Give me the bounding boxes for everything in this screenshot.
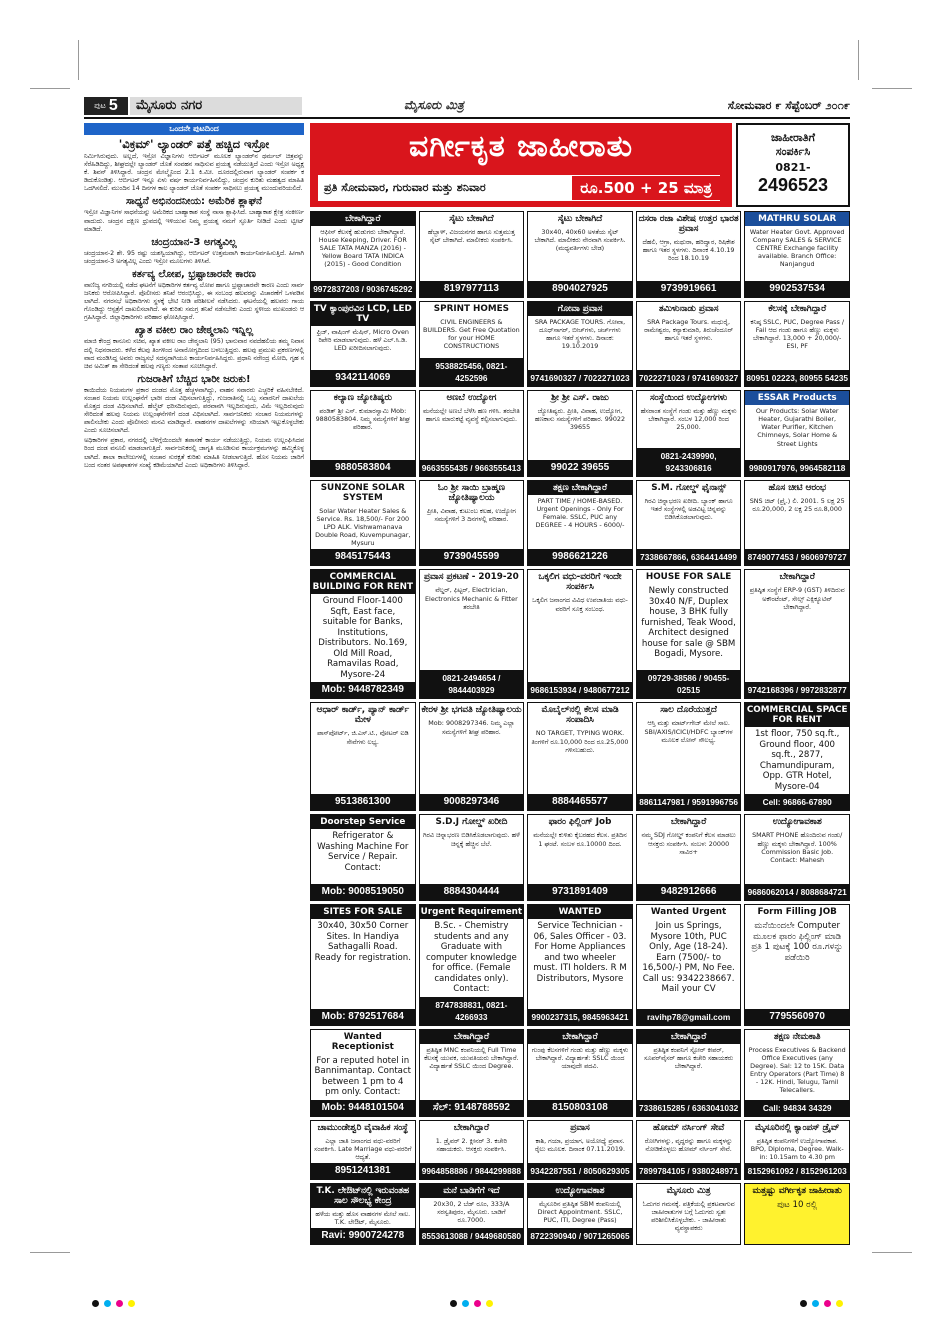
classified-ad: [527, 211, 633, 298]
ad-phone: 9742168396 / 9972832877: [745, 682, 849, 698]
registration-dot: [800, 1300, 807, 1307]
classified-ad: [527, 1029, 633, 1117]
ad-title: SITES FOR SALE: [311, 905, 415, 919]
ad-title: ಸಾಲ ದೊರೆಯುತ್ತದೆ: [660, 705, 717, 716]
ad-title: ಬೇಕಾಗಿದ್ದಾರೆ: [311, 212, 415, 226]
ad-phone: 0821-2494654 / 9844403929: [420, 670, 524, 698]
registration-dot: [92, 1300, 99, 1307]
ad-body: ಮೈಸೂರಿನ ಪ್ರತಿಷ್ಠಿತ SBM ಕಂಪನಿಯಲ್ಲಿ Direct Appointment. SSLC, PUC, ITI, Degree (Pass): [537, 1199, 623, 1224]
ad-phone: 9900237315, 9845963421: [528, 1009, 632, 1025]
news-kicker: ಒಂದನೇ ಪುಟದಿಂದ: [84, 123, 304, 135]
ad-title: S.D.J ಗೋಲ್ಡ್ ಖರೀದಿ: [435, 817, 508, 828]
ad-body: ವೆಲ್ಡರ್, ಫಿಟ್ಟರ್, Electrician, Electronics Mechanic & Fitter ತರಬೇತಿ: [425, 586, 518, 611]
ad-body: ಮನೆಯಿಂದಲೇ Computer ಮೂಲಕ ಫಾರಂ ಫಿಲ್ಲಿಂಗ್ ಮಾಡಿ ಪ್ರತಿ 1 ಪುಟಕ್ಕೆ 100 ರೂ.ಗಳನ್ನು ಪಡೆಯಿರಿ: [751, 921, 843, 963]
ad-title: ಚಾಮುಂಡೇಶ್ವರಿ ವೈವಾಹಿಕ ಸಂಸ್ಥೆ: [317, 1122, 409, 1133]
ad-phone: Mob: 8792517684: [311, 1009, 415, 1025]
classified-ad: [527, 904, 633, 1026]
ad-body: Service Technician - 06, Sales Officer - 03. For Home Appliances and two wheeler must. ITI holders. R M Distributors, Mysore: [533, 921, 627, 984]
classified-ad: [419, 569, 525, 699]
ad-phone: 0821-2439990, 9243306816: [637, 448, 741, 476]
banner-days: ಪ್ರತಿ ಸೋಮವಾರ, ಗುರುವಾರ ಮತ್ತು ಶನಿವಾರ: [324, 181, 486, 194]
classified-ad: [527, 1120, 633, 1180]
ad-phone: Mob: 9448101504: [311, 1100, 415, 1116]
ad-title: HOUSE FOR SALE: [645, 572, 732, 583]
news-subheading: ಗುಜರಾತಿಗೆ ಬೆಚ್ಚಿದ ಭಾರೀ ಜರುಕು!: [137, 373, 251, 385]
news-paragraph: ಕಾಯಿದೆಯ ನಿಯಮಗಳ ಪ್ರಕಾರ ದಂಡದ ಮೊತ್ತ ಹೆಚ್ಚಳವಾಗಿದ್ದು, ವಾಹನ ಸವಾರರು ಎಚ್ಚರಿಕೆ ವಹಿಸಬೇಕಿದೆ. ಸಂಚಾರ ನಿಯಮ ಉಲ್ಲಂಘನೆಗೆ ಭಾರೀ ದಂಡ ವಿಧಿಸಲಾಗುತ್ತಿದ್ದು, ಗುಜರಾತಿನಲ್ಲಿ ಒಬ್ಬ ಸವಾರನಿಗೆ ದಾಖಲೆಯ ಮೊತ್ತದ ದಂಡ ವಿಧಿಸಲಾಗಿದೆ. ಹೆಲ್ಮೆಟ್ ಧರಿಸದಿರುವುದು, ಪರವಾನಗಿ ಇಲ್ಲದಿರುವುದು, ವಿಮೆ ಇಲ್ಲದಿರುವುದು ಸೇರಿದಂತೆ ಹಲವು ನಿಯಮ ಉಲ್ಲಂಘನೆಗಳಿಗೆ ದಂಡ ವಿಧಿಸಲಾಗಿದೆ. ಸಾರ್ವಜನಿಕರು ಸಂಚಾರ ನಿಯಮಗಳನ್ನು ಪಾಲಿಸಬೇಕು ಎಂದು ಪೊಲೀಸರು ಮನವಿ ಮಾಡಿದ್ದಾರೆ. ವಾಹನಗಳ ದಾಖಲೆಗಳನ್ನು ಸರಿಯಾಗಿ ಇಟ್ಟುಕೊಳ್ಳಬೇಕು ಎಂದು ಸೂಚಿಸಲಾಗಿದೆ.: [84, 386, 304, 435]
classified-ad: [636, 480, 742, 567]
ad-title: ಬೇಕಾಗಿದ್ದಾರೆ: [453, 1122, 490, 1133]
registration-dot: [104, 1300, 111, 1307]
registration-dot: [462, 1300, 469, 1307]
classified-ad: [527, 1183, 633, 1245]
ad-body: ಒಕ್ಕಲಿಗ ಜನಾಂಗದ ವಿವಿಧ ಉಪಜಾತಿಯ ವಧು-ವರರಿಗೆ ಸೂಕ್ತ ಸಂಬಂಧ.: [532, 596, 628, 613]
classified-ad: [310, 702, 416, 811]
ad-title: ಉದ್ಯೋಗಾವಕಾಶ: [772, 817, 822, 828]
ad-title: ಮನೆ ಬಾಡಿಗೆಗೆ ಇದೆ: [420, 1184, 524, 1198]
ad-body: ಆಫೀಸ್ ಕೆಲಸಕ್ಕೆ ಹುಡುಗರು ಬೇಕಾಗಿದ್ದಾರೆ. House Keeping, Driver. FOR SALE TATA MANZA (2016) - Yellow Board TATA INDICA (2015) - Good Condition: [318, 228, 407, 269]
ad-title: Wanted Urgent: [650, 907, 727, 918]
classified-ad: [744, 814, 850, 901]
classified-ad: [419, 814, 525, 901]
ad-body: ಹೆಬ್ಬಾಳ್, ವಿಜಯನಗರ ಹಾಗೂ ಸುತ್ತಮುತ್ತ ಸೈಟ್ ಬೇಕಾಗಿದೆ. ಮಾಲೀಕರು ಸಂಪರ್ಕಿಸಿ.: [427, 228, 515, 245]
ad-body: ಪ್ರೀತಿ, ವಿವಾಹ, ಕುಟುಂಬ ಕಲಹ, ಉದ್ಯೋಗ ಸಮಸ್ಯೆಗಳಿಗೆ 3 ದಿನಗಳಲ್ಲಿ ಪರಿಹಾರ.: [426, 506, 516, 523]
classified-ad: [527, 702, 633, 811]
classified-ad: [744, 301, 850, 388]
ad-body: ಮನೆಯಲ್ಲೇ ಅಣಬೆ ಬೆಳೆಸಿ ಹಣ ಗಳಿಸಿ. ತರಬೇತಿ ಹಾಗೂ ಮಾರುಕಟ್ಟೆ ವ್ಯವಸ್ಥೆ ಕಲ್ಪಿಸಲಾಗುವುದು.: [423, 407, 520, 424]
ad-phone: 7338615285 / 6363041032: [637, 1100, 741, 1116]
news-paragraph: ಅಧಿಕಾರಿಗಳ ಪ್ರಕಾರ, ನಗರದಲ್ಲಿ ಬೆಳಿಗ್ಗೆಯಿಂದಲೇ ತಪಾಸಣೆ ಕಾರ್ಯ ನಡೆಯುತ್ತಿದ್ದು, ನಿಯಮ ಉಲ್ಲಂಘಿಸಿದವರಿಂದ ದಂಡ ವಸೂಲಿ ಮಾಡಲಾಗುತ್ತಿದೆ. ಸಾರ್ವಜನಿಕರಲ್ಲಿ ಜಾಗೃತಿ ಮೂಡಿಸುವ ಕಾರ್ಯಕ್ರಮಗಳನ್ನು ಹಮ್ಮಿಕೊಳ್ಳಲಾಗಿದೆ. ಶಾಲಾ ಕಾಲೇಜುಗಳಲ್ಲಿ ಸಂಚಾರ ಸುರಕ್ಷತೆ ಕುರಿತು ಮಾಹಿತಿ ನೀಡಲಾಗುತ್ತಿದೆ. ಹೊಸ ನಿಯಮ ಜಾರಿಗೆ ಬಂದ ನಂತರ ಅಪಘಾತಗಳ ಸಂಖ್ಯೆ ಕಡಿಮೆಯಾಗಿದೆ ಎಂದು ಅಧಿಕಾರಿಗಳು ತಿಳಿಸಿದ್ದಾರೆ.: [84, 437, 304, 469]
ad-phone: 8749077453 / 9606979727: [745, 549, 849, 565]
header-rule: [84, 117, 850, 119]
classified-ad: [310, 211, 416, 298]
classified-ad: [744, 211, 850, 298]
ad-body: SMART PHONE ಹೊಂದಿರುವ ಗಂಡು/ಹೆಣ್ಣು ಮಕ್ಕಳು ಬೇಕಾಗಿದ್ದಾರೆ. 100% Commission Basic Job. Contact: Mahesh: [752, 831, 843, 864]
ad-title: ಉದ್ಯೋಗಾವಕಾಶ: [528, 1184, 632, 1198]
ad-phone: 7022271023 / 9741690327: [637, 370, 741, 386]
ad-title: ಗೋವಾ ಪ್ರವಾಸ: [528, 302, 632, 316]
ad-phone: 8152961092 / 8152961203: [745, 1163, 849, 1179]
ad-title: ಸಂಸ್ಥೆಯಿಂದ ಉದ್ಯೋಗಗಳು: [649, 393, 728, 404]
ad-body: Newly constructed 30x40 N/F, Duplex house, 3 BHK fully furnished, Teak Wood, Architect designed house for sale @ SBM Bogadi, Mysore.: [641, 586, 736, 660]
ad-title: ತಕ್ಷಣ ಬೇಕಾಗಿದ್ದಾರೆ: [528, 481, 632, 495]
ad-phone: ravihp78@gmail.com: [637, 1009, 741, 1025]
news-paragraph: ಇಸ್ರೋ ವಿಜ್ಞಾನಿಗಳ ಸಾಧನೆಯನ್ನು ಅಮೆರಿಕದ ಬಾಹ್ಯಾಕಾಶ ಸಂಸ್ಥೆ ನಾಸಾ ಶ್ಲಾಘಿಸಿದೆ. ಬಾಹ್ಯಾಕಾಶ ಕ್ಷೇತ್ರ ಸಂಕೀರ್ಣವಾದುದು. ಚಂದ್ರನ ದಕ್ಷಿಣ ಧ್ರುವದಲ್ಲಿ ಇಳಿಯುವ ನಿಮ್ಮ ಪ್ರಯತ್ನ ನಮಗೆ ಸ್ಫೂರ್ತಿ ನೀಡಿದೆ ಎಂದು ಟ್ವೀಟ್ ಮಾಡಿದೆ.: [84, 209, 304, 233]
banner-schedule: [318, 175, 720, 201]
classified-ad: [310, 301, 416, 388]
ad-title: ಅಣಬೆ ಉದ್ಯೋಗ: [446, 393, 497, 404]
classifieds-section: [310, 123, 850, 1245]
ad-body: CIVIL ENGINEERS & BUILDERS. Get Free Quotation for your HOME CONSTRUCTIONS: [423, 317, 520, 350]
ad-phone: 9538825456, 0821-4252596: [420, 358, 524, 386]
crop-mark: [872, 88, 912, 89]
ad-title: ESSAR Products: [745, 391, 849, 405]
section-title: ಮೈಸೂರು ನಗರ: [130, 97, 302, 115]
ad-phone: 9482912666: [637, 884, 741, 900]
news-subheading: ಚಂದ್ರಯಾನ-3 ಅಗತ್ಯವಿಲ್ಲ: [151, 236, 237, 248]
ad-title: ಹೊಸ ಚೀಟಿ ಆರಂಭ: [768, 482, 826, 493]
classified-ad: [527, 301, 633, 388]
ad-body: Refrigerator & Washing Machine For Service / Repair. Contact:: [317, 831, 409, 873]
ad-phone: 9845175443: [311, 549, 415, 565]
ad-phone: 7795560970: [745, 1009, 849, 1025]
classified-ad: [419, 702, 525, 811]
ad-body: ಪ್ರತಿಷ್ಠಿತ ಕಂಪನಿಗಳಿಗೆ ಉದ್ಯೋಗಾವಕಾಶ. BPO, Diploma, Degree. Walk-in: 10.15am to 4.30 pm: [750, 1136, 844, 1161]
ad-title: ಕೇರಳ ಶ್ರೀ ಭಗವತಿ ಜ್ಯೋತಿಷ್ಯಾಲಯ: [421, 705, 522, 716]
ad-phone: 9972837203 / 9036745292: [311, 281, 415, 297]
news-headline: 'ವಿಕ್ರಮ್' ಲ್ಯಾಂಡರ್ ಪತ್ತೆ ಹಚ್ಚಿದ ಇಸ್ರೋ: [118, 137, 270, 151]
classified-ad: [527, 569, 633, 699]
ad-title: Wanted Receptionist: [331, 1031, 394, 1052]
news-subheading: ಖ್ಯಾತ ವಕೀಲ ರಾಂ ಜೇಠ್ಮಲಾನಿ ಇನ್ನಿಲ್ಲ: [134, 325, 254, 337]
ad-title: COMMERCIAL SPACE FOR RENT: [746, 705, 848, 726]
registration-dot: [836, 1300, 843, 1307]
ad-title: ಒಕ್ಕಲಿಗ ವಧು-ವರರಿಗೆ ಇಂದೇ ಸಂಪರ್ಕಿಸಿ: [538, 572, 622, 593]
ad-body: 20x30, 2 ಬೆಡ್ ರೂಂ, 333/A ಸರಸ್ವತಿಪುರಂ, ಮೈಸೂರು. ಬಾಡಿಗೆ ರೂ.7000.: [433, 1199, 510, 1224]
crop-mark: [78, 40, 79, 80]
ad-title: ಮೈಸೂರು ಮಿತ್ರ: [666, 1185, 711, 1196]
ad-phone: 9342114069: [311, 370, 415, 386]
ad-phone: 9731891409: [528, 884, 632, 900]
ad-title: Form Filling JOB: [757, 907, 837, 918]
ad-phone: Cell: 96866-67890: [745, 794, 849, 810]
ad-body: ಮನೆಯಲ್ಲೇ ಕುಳಿತು ಕೈಬರಹದ ಕೆಲಸ. ಪ್ರತಿದಿನ 1 ಘಂಟೆ. ಸಂಬಳ ರೂ.10000 ದಿಂದ.: [533, 831, 627, 848]
ad-phone: 9008297346: [420, 794, 524, 810]
classifieds-banner: [310, 123, 732, 207]
ad-title: COMMERCIAL BUILDING FOR RENT: [312, 572, 413, 593]
crop-mark: [30, 1252, 70, 1253]
ad-title: ಕಲ್ಯಾಣ ಜ್ಯೋತಿಷ್ಯರು: [333, 393, 392, 404]
newspaper-page: [84, 95, 850, 1245]
ad-body: Ground Floor-1400 Sqft, East face, suitable for Banks, Institutions, Distributors. No.169, Old Mill Road, Ramavilas Road, Mysore-24: [318, 596, 408, 680]
ad-body: 1st floor, 750 sq.ft., Ground floor, 400 sq.ft., 2877, Chamundipuram, Opp. GTR Hotel, Mysore-04: [754, 729, 840, 792]
ads-grid: [310, 211, 850, 1245]
ad-phone: 9739045599: [420, 549, 524, 565]
ad-body: Our Products: Solar Water Heater, Gujarathi Boiler, Water Purifier, Kitchen Chimneys, Solar Home & Street Lights: [755, 407, 839, 448]
ad-phone: Mob: 9448782349: [311, 682, 415, 698]
news-paragraph: ಮಾಜಿ ಕೇಂದ್ರ ಕಾನೂನು ಸಚಿವ, ಖ್ಯಾತ ವಕೀಲ ರಾಂ ಜೇಠ್ಮಲಾನಿ (95) ಭಾನುವಾರ ನವದೆಹಲಿಯ ತಮ್ಮ ನಿವಾಸದಲ್ಲಿ ನಿಧನರಾದರು. ಕಳೆದ ಕೆಲವು ತಿಂಗಳಿಂದ ಅನಾರೋಗ್ಯದಿಂದ ಬಳಲುತ್ತಿದ್ದರು. ಹಲವು ಪ್ರಮುಖ ಪ್ರಕರಣಗಳಲ್ಲಿ ವಾದ ಮಂಡಿಸಿದ್ದ ಅವರು ರಾಜ್ಯಸಭೆ ಸದಸ್ಯರಾಗಿಯೂ ಕಾರ್ಯನಿರ್ವಹಿಸಿದ್ದರು. ಪ್ರಧಾನಿ ನರೇಂದ್ರ ಮೋದಿ, ಗೃಹ ಸಚಿವ ಅಮಿತ್ ಶಾ ಸೇರಿದಂತೆ ಹಲವು ಗಣ್ಯರು ಸಂತಾಪ ಸೂಚಿಸಿದ್ದಾರೆ.: [84, 338, 304, 370]
ad-phone: 8747838831, 0821-4266933: [420, 997, 524, 1025]
page-header: [84, 95, 850, 117]
ad-title: ತಮಿಳುನಾಡು ಪ್ರವಾಸ: [658, 303, 719, 314]
contact-line: 0821-: [775, 161, 811, 174]
ad-phone: 8861147981 / 9591996756: [637, 794, 741, 810]
contact-line: ಸಂಪರ್ಕಿಸಿ: [775, 145, 811, 158]
ad-phone: 8904027925: [528, 281, 632, 297]
ad-phone: 8197977113: [420, 281, 524, 297]
registration-dot: [450, 1300, 457, 1307]
classified-ad: [636, 1183, 742, 1245]
ad-body: Water Heater Govt. Approved Company SALES & SERVICE CENTRE Exchange facility available. Branch Office: Nanjangud: [749, 228, 845, 269]
classified-ad: [744, 1029, 850, 1117]
ad-body: NO TARGET, TYPING WORK. ತಿಂಗಳಿಗೆ ರೂ.10,000 ರಿಂದ ರೂ.25,000 ಗಳಿಸಬಹುದು.: [531, 729, 629, 754]
ad-phone: 7899784105 / 9380248971: [637, 1163, 741, 1179]
classified-ad: [636, 702, 742, 811]
ad-phone: Mob: 9008519050: [311, 884, 415, 900]
ad-phone: 9880583804: [311, 460, 415, 476]
ad-title: Urgent Requirement: [420, 907, 523, 918]
ad-title: ಸೈಟು ಬೇಕಾಗಿದೆ: [449, 214, 494, 224]
contact-line: ಜಾಹೀರಾತಿಗೆ: [771, 131, 815, 144]
ad-title: ಮೈಸೂರಿನಲ್ಲಿ ಕ್ಯಾಂಪಸ್ ಡ್ರೈವ್: [755, 1122, 840, 1133]
news-paragraph: ನಿರ್ಮಿಸಿರುವುದು. ಅಲ್ಲದೆ, ಇಸ್ರೋ ವಿಜ್ಞಾನಿಗಳು ಆರ್ಬಿಟರ್ ಮೂಲಕ ಲ್ಯಾಂಡರ್‌ನ ಥರ್ಮಲ್ ಚಿತ್ರವನ್ನು ಸೆರೆಹಿಡಿದಿದ್ದು, ಶೀಘ್ರದಲ್ಲೇ ಲ್ಯಾಂಡರ್ ಜೊತೆ ಸಂವಹನ ಸಾಧಿಸುವ ಪ್ರಯತ್ನ ನಡೆಯುತ್ತಿದೆ ಎಂದು ಇಸ್ರೋ ಅಧ್ಯಕ್ಷ ಕೆ. ಶಿವನ್ ತಿಳಿಸಿದ್ದಾರೆ. ಚಂದ್ರನ ಮೇಲ್ಮೈನಿಂದ 2.1 ಕಿ.ಮೀ. ದೂರದಲ್ಲಿರುವಾಗ ಲ್ಯಾಂಡರ್ ಸಂಪರ್ಕ ಕಡಿದುಕೊಂಡಿತ್ತು. ಆರ್ಬಿಟರ್ ಇನ್ನೂ ಏಳು ವರ್ಷ ಕಾರ್ಯನಿರ್ವಹಿಸಲಿದ್ದು, ಚಂದ್ರನ ಕುರಿತು ಮಹತ್ವದ ಮಾಹಿತಿ ಒದಗಿಸಲಿದೆ. ಮುಂದಿನ 14 ದಿನಗಳ ಕಾಲ ಲ್ಯಾಂಡರ್ ಜೊತೆ ಸಂಪರ್ಕ ಸಾಧಿಸಲು ಪ್ರಯತ್ನ ಮುಂದುವರಿಯಲಿದೆ.: [84, 153, 304, 193]
news-column: [84, 123, 304, 1243]
crop-mark: [872, 1252, 912, 1253]
classified-ad: [636, 569, 742, 699]
ad-body: SRA PACKAGE TOURS. ಗೋವಾ, ದೂಧ್‌ಸಾಗರ್, ಬೀಚ್‌ಗಳು, ಚರ್ಚ್‌ಗಳು ಹಾಗೂ ಇತರೆ ಸ್ಥಳಗಳು. ದಿನಾಂಕ: 19.10.2019: [534, 317, 626, 350]
ad-body: ಗುಂಪು ಕೆಲಸಗಳಿಗೆ ಗಂಡು ಮತ್ತು ಹೆಣ್ಣು ಮಕ್ಕಳು ಬೇಕಾಗಿದ್ದಾರೆ. ವಿದ್ಯಾರ್ಹತೆ: SSLC ಯಿಂದ ಯಾವುದೇ ಪದವಿ.: [531, 1045, 629, 1070]
ad-body: Join us Springs, Mysore 10th, PUC Only, Age (18-24). Earn (7500/- to 16,500/-) PM, No Fee. Call us: 9342238667. Mail your CV: [642, 921, 735, 995]
crop-mark: [858, 40, 859, 80]
color-registration-dots: [450, 1300, 493, 1307]
classified-ad: [527, 480, 633, 567]
classified-ad: [310, 390, 416, 477]
ad-body: ಫ್ರಿಜ್, ವಾಷಿಂಗ್ ಮೆಷಿನ್, Micro Oven ರಿಪೇರಿ ಮಾಡಲಾಗುವುದು. ಹಳೆ ಎಲ್.ಸಿ.ಡಿ. LED ಖರೀದಿಸಲಾಗುವುದು.: [316, 327, 409, 352]
classified-ad: [419, 480, 525, 567]
ad-body: ಪ್ರತಿಷ್ಠಿತ ಸಂಸ್ಥೆಗೆ ERP-9 (GST) ತಿಳಿದಿರುವ ಅಕೌಂಟೆಂಟ್, ಸೇಲ್ಸ್ ಎಕ್ಸಿಕ್ಯೂಟಿವ್ ಬೇಕಾಗಿದ್ದಾರೆ.: [749, 586, 845, 611]
classified-ad: [636, 1120, 742, 1180]
ad-title: Doorstep Service: [311, 815, 415, 829]
ad-title: S.M. ಗೋಲ್ಡ್ ಫೈನಾನ್ಸ್: [651, 482, 726, 493]
classified-ad: [636, 211, 742, 298]
classified-ad: [310, 814, 416, 901]
classified-ad: [310, 1183, 416, 1245]
ad-phone: 9980917976, 9964582118: [745, 460, 849, 476]
ad-phone: 8150803108: [528, 1100, 632, 1116]
ad-body: B.Sc. - Chemistry students and any Graduate with computer knowledge for office. (Female candidates only). Contact:: [426, 921, 517, 995]
ad-phone: 9342287551 / 8050629305: [528, 1163, 632, 1179]
ad-phone: 8553613088 / 9449680580: [420, 1228, 524, 1244]
crop-mark: [30, 88, 70, 89]
classified-ad: [419, 904, 525, 1026]
ad-body: ಗಿರವಿ ಚಿನ್ನಾಭರಣ ಬಿಡಿಸಿಕೊಡಲಾಗುವುದು. ಹಳೆ ಚಿನ್ನಕ್ಕೆ ಹೆಚ್ಚಿನ ಬೆಲೆ.: [423, 831, 520, 848]
ad-title: ಫಾರಂ ಫಿಲ್ಲಿಂಗ್ Job: [548, 817, 612, 828]
ad-phone: 80951 02223, 80955 54235: [745, 370, 849, 386]
news-subheading: ಸಾಧ್ಯನೆ ಅಭಿನಂದನೀಯ: ಅಮೆರಿಕ ಶ್ಲಾಘನೆ: [126, 196, 262, 208]
classified-ad: [419, 301, 525, 388]
ad-phone: 8884465577: [528, 794, 632, 810]
classified-ad: [636, 814, 742, 901]
ad-title: ಬೇಕಾಗಿದ್ದಾರೆ: [779, 572, 815, 583]
contact-box: [736, 123, 850, 207]
ad-body: ಪ್ರತಿಷ್ಠಿತ ಕಂಪನಿಗೆ ಸ್ಟೋರ್ ಕೀಪರ್, ಸೂಪರ್‌ವೈಸರ್ ಹಾಗೂ ಕಚೇರಿ ಸಹಾಯಕರು ಬೇಕಾಗಿದ್ದಾರೆ.: [644, 1045, 734, 1070]
ad-phone: 8884304444: [420, 884, 524, 900]
classified-ad: [310, 1120, 416, 1180]
ad-body: ಎಲ್ಲಾ ಜಾತಿ ಜನಾಂಗದ ವಧು-ವರರಿಗೆ ಸಂಪರ್ಕಿಸಿ. Late Marriage ವಧು-ವರರಿಗೆ ಆದ್ಯತೆ.: [314, 1136, 412, 1161]
ad-title: TV ಕ್ಯಾಂಪುರವಿರ LCD, LED TV: [311, 302, 415, 326]
ad-body: Mob: 9008297346. ನಿಮ್ಮ ಎಲ್ಲಾ ಸಮಸ್ಯೆಗಳಿಗೆ ಶೀಘ್ರ ಪರಿಹಾರ.: [428, 719, 515, 736]
issue-date: ಸೋಮವಾರ ೯ ಸೆಪ್ಟೆಂಬರ್ ೨೦೧೯: [727, 99, 850, 112]
classified-ad: [744, 702, 850, 811]
ad-title: SUNZONE SOLAR SYSTEM: [320, 482, 405, 503]
classified-ad: [636, 904, 742, 1026]
ad-phone: Call: 94834 34329: [745, 1100, 849, 1116]
ad-title: ಪ್ರವಾಸ ಪ್ರಕಟಣೆ - 2019-20: [423, 572, 519, 583]
ad-body: For a reputed hotel in Bannimantap. Contact between 1 pm to 4 pm only. Contact:: [314, 1055, 412, 1098]
ad-phone: 9663555435 / 9663555413: [420, 460, 524, 476]
registration-dot: [116, 1300, 123, 1307]
ad-body: 30x40, 30x50 Corner Sites. In Handiya Sathagalli Road. Ready for registration.: [314, 921, 411, 963]
color-registration-dots: [800, 1300, 843, 1307]
classified-ad: [744, 1120, 850, 1180]
ad-title: ಮೊಬೈಲ್‌ನಲ್ಲಿ ಕೆಲಸ ಮಾಡಿ ಸಂಪಾದಿಸಿ: [541, 705, 619, 726]
contact-phone: 2496523: [757, 175, 829, 195]
ad-phone: 8722390940 / 9071265065: [528, 1228, 632, 1244]
ad-body: SRA Package Tours. ಮಧುರೈ, ರಾಮೇಶ್ವರಂ, ಕನ್ಯಾಕುಮಾರಿ, ತಿರುಚೆಂದೂರ್ ಹಾಗೂ ಇತರೆ ಸ್ಥಳಗಳು.: [644, 317, 734, 342]
ad-title: ಪ್ರವಾಸ: [570, 1122, 590, 1133]
classified-ad: [744, 569, 850, 699]
classified-ad: [527, 814, 633, 901]
classified-ad: [744, 1183, 850, 1245]
ad-title: ಓಂ ಶ್ರೀ ಸಾಯಿ ಬ್ರಾಹ್ಮಣ ಜ್ಯೋತಿಷ್ಯಾಲಯ: [437, 482, 505, 503]
ad-title: ಬೇಕಾಗಿದ್ದಾರೆ: [670, 817, 707, 828]
ad-body: ಪಾಸ್‌ಪೋರ್ಟ್, ಜಿ.ಎಸ್.ಟಿ., ವೋಟರ್ ಐಡಿ ಸೇವೆಗಳು ಲಭ್ಯ.: [317, 729, 409, 746]
ad-title: ತಕ್ಷಣ ನೇಮಕಾತಿ: [773, 1031, 821, 1042]
classified-ad: [419, 390, 525, 477]
ad-body: ರೋಗಿಗಳನ್ನು, ವೃದ್ಧರನ್ನು ಹಾಗೂ ಮಕ್ಕಳನ್ನು ನೋಡಿಕೊಳ್ಳಲು ಹೋಮ್ ನರ್ಸಿಂಗ್ ಸೇವೆ.: [644, 1136, 733, 1153]
ad-phone: 9686153934 / 9480677212: [528, 682, 632, 698]
classified-ad: [310, 1029, 416, 1117]
ad-body: ಹೆಸರಾಂತ ಸಂಸ್ಥೆಗೆ ಗಂಡು ಮತ್ತು ಹೆಣ್ಣು ಮಕ್ಕಳು ಬೇಕಾಗಿದ್ದಾರೆ. ಸಂಬಳ 12,000 ರಿಂದ 25,000.: [640, 407, 737, 432]
ad-phone: 8951241381: [311, 1163, 415, 1179]
ad-title: ಬೇಕಾಗಿದ್ದಾರೆ: [420, 1030, 524, 1044]
ad-body: ಪಂಡಿತ್ ಶ್ರೀ ಎಸ್. ಕುಮಾರಸ್ವಾಮಿ Mob: 9880583804. ನಿಮ್ಮ ಸಮಸ್ಯೆಗಳಿಗೆ ಶೀಘ್ರ ಪರಿಹಾರ.: [315, 407, 410, 432]
ad-body: 30x40, 40x60 ಅಳತೆಯ ಸೈಟ್ ಬೇಕಾಗಿದೆ. ಮಾಲೀಕರು ನೇರವಾಗಿ ಸಂಪರ್ಕಿಸಿ. (ಮಧ್ಯವರ್ತಿಗಳು ಬೇಡ): [534, 228, 626, 253]
classified-ad: [310, 569, 416, 699]
ad-title: MATHRU SOLAR: [745, 212, 849, 226]
ad-title: ಹೋಮ್ ನರ್ಸಿಂಗ್ ಸೇವೆ: [653, 1122, 725, 1133]
ad-phone: ಸೆಲ್: 9148788592: [420, 1100, 524, 1116]
ad-phone: 9686062014 / 8088684721: [745, 884, 849, 900]
classified-ad: [310, 904, 416, 1026]
classified-ad: [744, 480, 850, 567]
registration-dot: [486, 1300, 493, 1307]
ad-phone: 9741690327 / 7022271023: [528, 370, 632, 386]
news-subheading: ಕರ್ತವ್ಯ ಲೋಪ, ಭ್ರಷ್ಟಾಚಾರವೇ ಕಾರಣ: [132, 268, 256, 280]
classified-ad: [744, 904, 850, 1026]
banner-price: ರೂ.500 + 25 ಮಾತ್ರ: [572, 176, 720, 200]
page-number: 5: [108, 97, 118, 114]
ad-body: PART TIME / HOME-BASED. Urgent Openings - Only For Female. SSLC, PUC any DEGREE - 4 HOURS - 6000/-: [535, 496, 625, 530]
classified-ad: [419, 1120, 525, 1180]
ad-body: ಗಿರವಿ ಚಿನ್ನಾಭರಣ ಖರೀದಿ. ಬ್ಯಾಂಕ್ ಹಾಗೂ ಇತರೆ ಸಂಸ್ಥೆಗಳಲ್ಲಿ ಅಡವಿಟ್ಟ ಚಿನ್ನವನ್ನು ಬಿಡಿಸಿಕೊಡಲಾಗುವುದು.: [644, 496, 733, 521]
ad-phone: 7338667866, 6364414499: [637, 549, 741, 565]
ad-title: ಬೇಕಾಗಿದ್ದಾರೆ: [528, 1030, 632, 1044]
ad-phone: 9513861300: [311, 794, 415, 810]
ad-title: ಕೆಲಸಕ್ಕೆ ಬೇಕಾಗಿದ್ದಾರೆ: [768, 303, 827, 314]
ad-body: ಹಳೆಯ ಮತ್ತು ಹೊಸ ವಾಹನಗಳ ಮೇಲೆ ಸಾಲ. T.K. ಲೇಔಟ್, ಮೈಸೂರು.: [315, 1209, 411, 1226]
ad-body: ಓದುಗರ ಗಮನಕ್ಕೆ. ಪತ್ರಿಕೆಯಲ್ಲಿ ಪ್ರಕಟವಾಗುವ ಜಾಹೀರಾತುಗಳ ಬಗ್ಗೆ ಓದುಗರು ಸ್ವತಃ ಪರಿಶೀಲಿಸಿಕೊಳ್ಳಬೇಕು. - ಜಾಹೀರಾತು ವ್ಯವಸ್ಥಾಪಕರು: [642, 1199, 735, 1233]
ad-body: ದೆಹಲಿ, ಆಗ್ರಾ, ಮಥುರಾ, ಹರಿದ್ವಾರ, ರಿಷಿಕೇಶ ಹಾಗೂ ಇತರ ಸ್ಥಳಗಳು. ದಿನಾಂಕ 4.10.19 ರಿಂದ 18.10.19: [642, 238, 735, 263]
ad-phone: Ravi: 9900724278: [311, 1228, 415, 1244]
ad-body: Solar Water Heater Sales & Service. Rs. 18,500/- For 200 LPD ALK. Vishwamanava Double Road, Kuvempunagar, Mysuru: [315, 506, 411, 548]
news-paragraph: ವಾಣಿಜ್ಯ ನಗರಿಯಲ್ಲಿ ನಡೆದ ಘಟನೆಗೆ ಅಧಿಕಾರಿಗಳ ಕರ್ತವ್ಯ ಲೋಪ ಹಾಗೂ ಭ್ರಷ್ಟಾಚಾರವೇ ಕಾರಣ ಎಂದು ಸಾರ್ವಜನಿಕರು ಆರೋಪಿಸಿದ್ದಾರೆ. ಪೊಲೀಸರು ತನಿಖೆ ಆರಂಭಿಸಿದ್ದು, ಈ ಸಂಬಂಧ ಹಲವರನ್ನು ವಿಚಾರಣೆಗೆ ಒಳಪಡಿಸಲಾಗಿದೆ. ನಗರಸಭೆ ಅಧಿಕಾರಿಗಳು ಸ್ಥಳಕ್ಕೆ ಭೇಟಿ ನೀಡಿ ಪರಿಶೀಲನೆ ನಡೆಸಿದರು. ಘಟನೆಯಲ್ಲಿ ಹಲವರು ಗಾಯಗೊಂಡಿದ್ದು ಆಸ್ಪತ್ರೆಗೆ ದಾಖಲಿಸಲಾಗಿದೆ. ಈ ಕುರಿತು ಸಮಗ್ರ ತನಿಖೆ ನಡೆಸಬೇಕು ಎಂದು ಸ್ಥಳೀಯ ಮುಖಂಡರು ಆಗ್ರಹಿಸಿದ್ದಾರೆ. ಜಿಲ್ಲಾಧಿಕಾರಿಗಳು ಪರಿಹಾರ ಘೋಷಿಸಿದ್ದಾರೆ.: [84, 281, 304, 322]
ad-title: ದಸರಾ ರಜಾ ವಿಶೇಷ ಉತ್ತರ ಭಾರತ ಪ್ರವಾಸ: [638, 214, 739, 234]
classified-ad: [419, 1029, 525, 1117]
ad-title: ಸೈಟು ಬೇಕಾಗಿದೆ: [557, 214, 603, 224]
classified-ad: [636, 390, 742, 477]
paper-masthead: ಮೈಸೂರು ಮಿತ್ರ: [404, 98, 464, 112]
registration-dot: [812, 1300, 819, 1307]
ad-body: ಜ್ಯೋತಿಷ್ಯರು. ಪ್ರೀತಿ, ವಿವಾಹ, ಉದ್ಯೋಗ, ಹಣಕಾಸು ಸಮಸ್ಯೆಗಳಿಗೆ ಪರಿಹಾರ. 99022 39655: [534, 407, 626, 432]
ad-title: ಮತ್ತಷ್ಟು ವರ್ಗೀಕೃತ ಜಾಹೀರಾತು: [752, 1185, 842, 1196]
classified-ad: [310, 480, 416, 567]
ad-phone: 9986621226: [528, 549, 632, 565]
banner-title: ವರ್ಗೀಕೃತ ಜಾಹೀರಾತು: [408, 129, 634, 164]
ad-title: T.K. ಲೇಔಟ್‌ನಲ್ಲಿ ಇರುವಂತಹ ಸಾಲ ಸೌಲಭ್ಯ ಕೇಂದ್ರ: [311, 1184, 415, 1208]
classified-ad: [419, 211, 525, 298]
classified-ad: [419, 1183, 525, 1245]
ad-phone: 9739919661: [637, 281, 741, 297]
classified-ad: [636, 1029, 742, 1117]
ad-body: ಪ್ರತಿಷ್ಠಿತ MNC ಕಂಪನಿಯಲ್ಲಿ Full Time ಕೆಲಸಕ್ಕೆ ಯುವಕ, ಯುವತಿಯರು ಬೇಕಾಗಿದ್ದಾರೆ. ವಿದ್ಯಾರ್ಹತೆ SSLC ಯಿಂದ Degree.: [424, 1045, 519, 1070]
classified-ad: [636, 301, 742, 388]
news-paragraph: ಚಂದ್ರಯಾನ-2 ಶೇ. 95 ರಷ್ಟು ಯಶಸ್ವಿಯಾಗಿದ್ದು, ಆರ್ಬಿಟರ್ ಉತ್ತಮವಾಗಿ ಕಾರ್ಯನಿರ್ವಹಿಸುತ್ತಿದೆ. ಹೀಗಾಗಿ ಚಂದ್ರಯಾನ-3 ಅಗತ್ಯವಿಲ್ಲ ಎಂದು ಇಸ್ರೋ ಮೂಲಗಳು ತಿಳಿಸಿವೆ.: [84, 249, 304, 265]
ad-body: ಆಸ್ತಿ ಮತ್ತು ಮಾರ್ಟ್‌ಗೇಜ್ ಮೇಲೆ ಸಾಲ. SBI/AXIS/ICICI/HDFC ಬ್ಯಾಂಕ್‌ಗಳ ಮೂಲಕ ಲೋನ್ ಸೌಲಭ್ಯ.: [644, 719, 733, 744]
ad-title: WANTED: [528, 905, 632, 919]
ad-title: SPRINT HOMES: [433, 303, 509, 314]
ad-body: ನಮ್ಮ SDJ ಗೋಲ್ಡ್ ಕಂಪನಿಗೆ ಕೆಲಸ ಮಾಡಲು ಆಸಕ್ತರು ಸಂಪರ್ಕಿಸಿ. ಸಂಬಳ: 20000 ಸಾವಿರ+: [641, 831, 736, 856]
ad-title: ಶ್ರೀ ಶ್ರೀ ಎಸ್. ರಾಜು: [551, 393, 609, 404]
classified-ad: [744, 390, 850, 477]
ad-phone: 9902537534: [745, 281, 849, 297]
ad-body: ಕಾಶಿ, ಗಯಾ, ಪ್ರಯಾಗ, ಅಯೋಧ್ಯೆ ಪ್ರವಾಸ. ರೈಲು ಮೂಲಕ. ದಿನಾಂಕ 07.11.2019.: [534, 1136, 626, 1153]
registration-dot: [128, 1300, 135, 1307]
ad-body: Process Executives & Backend Office Executives (any Degree). Sal: 12 to 15K. Data Entry Operators (Part Time) 8 - 12K. Hindi, Telugu, Tamil Telecallers.: [748, 1045, 846, 1094]
ad-phone: 09729-38586 / 90455-02515: [637, 670, 741, 698]
registration-dot: [824, 1300, 831, 1307]
page-number-badge: ಪುಟ 5: [84, 97, 128, 115]
ad-body: 1. ಡ್ರೈವರ್ 2. ಕ್ಲೀನರ್ 3. ಕಚೇರಿ ಸಹಾಯಕರು. ಆಸಕ್ತರು ಸಂಪರ್ಕಿಸಿ.: [435, 1136, 508, 1153]
ad-body: SNS ಚಿಟ್ (ಪ್ರೈ.) ಲಿ. 2001. 5 ಲಕ್ಷ 25 ರೂ.20,000, 2 ಲಕ್ಷ 25 ರೂ.8,000: [749, 496, 845, 513]
registration-dot: [474, 1300, 481, 1307]
ad-body: ಕನಿಷ್ಠ SSLC, PUC, Degree Pass / Fail ಆದ ಗಂಡು ಹಾಗೂ ಹೆಣ್ಣು ಮಕ್ಕಳು ಬೇಕಾಗಿದ್ದಾರೆ. 13,000 + 20,000/- ESI, PF: [750, 317, 845, 350]
color-registration-dots: [92, 1300, 135, 1307]
ad-body: ಪುಟ 10 ರಲ್ಲಿ: [777, 1199, 818, 1210]
ad-title: ಬೇಕಾಗಿದ್ದಾರೆ: [637, 1030, 741, 1044]
classified-ad: [527, 390, 633, 477]
ad-phone: 99022 39655: [528, 460, 632, 476]
ad-title: ಆಧಾರ್ ಕಾರ್ಡ್, ಪ್ಯಾನ್ ಕಾರ್ಡ್ ಮೇಳ: [316, 705, 410, 726]
ad-phone: 9964858886 / 9844299888: [420, 1163, 524, 1179]
